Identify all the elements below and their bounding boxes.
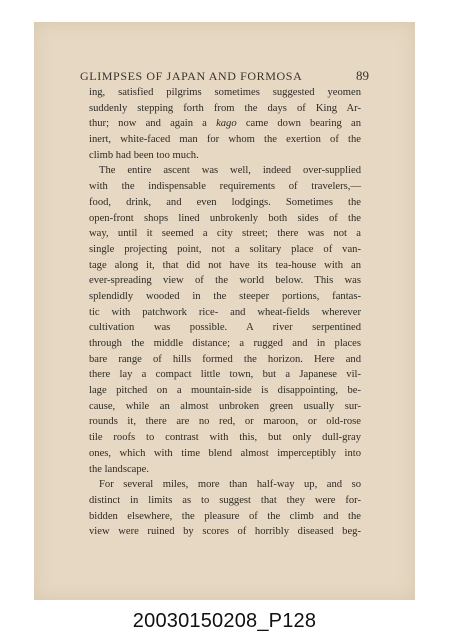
text-line: tic with patchwork rice- and wheat-fields wherever: [89, 306, 361, 318]
image-caption: 20030150208_P128: [132, 610, 317, 632]
text-line: lage pitched on a mountain-side is disappointing, be-: [89, 385, 361, 397]
text-line: there lay a compact little town, but a Japanese vil-: [89, 369, 361, 381]
text-line: ever-spreading view of the world below. This was: [89, 275, 361, 287]
text-line: the landscape.: [89, 463, 150, 475]
text-line: splendidly wooded in the steeper portions, fantas-: [89, 290, 361, 302]
text-line: bidden elsewhere, the pleasure of the climb and the: [89, 510, 361, 522]
text-line: rounds it, there are no red, or maroon, or old-rose: [89, 416, 361, 428]
text-line: ing, satisfied pilgrims sometimes suggested yeomen: [89, 87, 361, 98]
text-line: through the middle distance; a rugged and in places: [89, 338, 361, 349]
text-line: view were ruined by scores of horribly diseased beg-: [89, 526, 361, 538]
text-line: cause, while an almost unbroken green usually sur-: [89, 400, 361, 412]
text-line: with the indispensable requirements of travelers,—: [89, 181, 361, 193]
text-line: ones, which with time blend almost imperceptibly into: [89, 447, 361, 459]
text-segment: thur; now and again a: [89, 118, 217, 130]
text-line: distinct in limits as to suggest that they were for-: [89, 494, 361, 506]
text-line: For several miles, more than half-way up, and so: [99, 479, 361, 491]
running-header: [80, 68, 369, 84]
text-line: [89, 116, 361, 132]
italic-word: kago: [216, 118, 237, 130]
body-text: [89, 85, 361, 540]
text-line: climb had been too much.: [89, 149, 199, 161]
text-line: The entire ascent was well, indeed over-supplied: [99, 165, 361, 177]
text-line: bare range of hills formed the horizon. Here and: [89, 353, 361, 365]
text-line: tile roofs to contrast with this, but only dull-gray: [89, 432, 361, 444]
text-line: way, until it seemed a city street; there was not a: [89, 228, 361, 240]
text-line: cultivation was possible. A river serpentined: [89, 322, 361, 334]
text-line: inert, white-faced man for whom the exertion of the: [89, 134, 361, 146]
text-line: open-front shops lined unbrokenly both sides of the: [89, 212, 361, 224]
page-number: 89: [356, 68, 369, 83]
text-line: single projecting point, not a solitary place of van-: [89, 243, 361, 255]
text-line: suddenly stepping forth from the days of King Ar-: [89, 102, 361, 114]
book-title: GLIMPSES OF JAPAN AND FORMOSA: [80, 69, 303, 83]
book-page: [34, 22, 415, 600]
text-line: food, drink, and even lodgings. Sometimes the: [89, 196, 361, 208]
text-line: tage along it, that did not have its tea-house with an: [89, 259, 361, 271]
text-segment: came down bearing an: [236, 118, 361, 130]
